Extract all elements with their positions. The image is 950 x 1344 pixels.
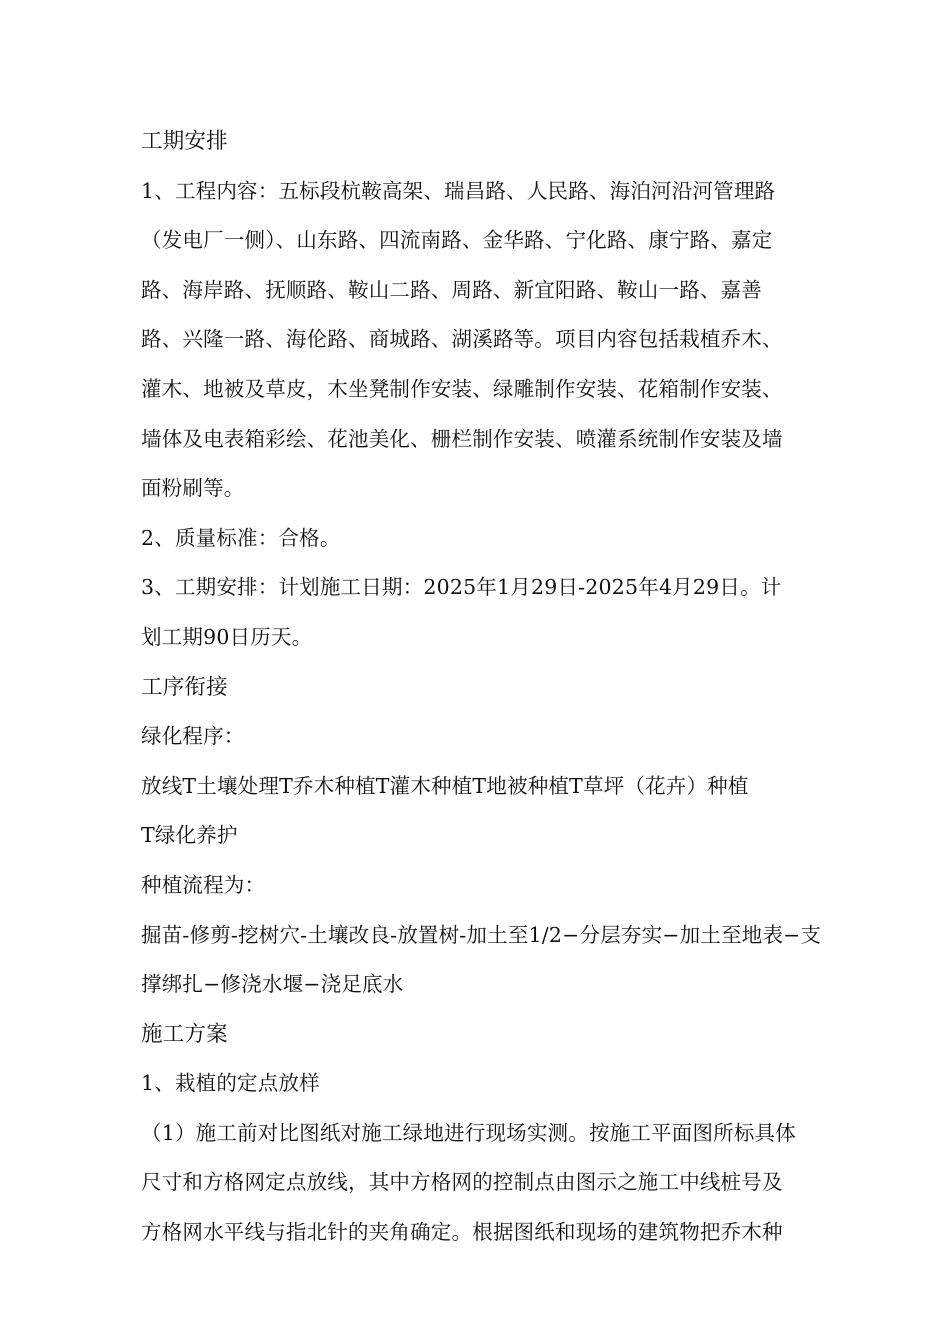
paragraph-staking-detail	[141, 1109, 821, 1258]
section-heading-plan: 施工方案	[141, 1021, 228, 1047]
text-line: 尺寸和方格网定点放线，其中方格网的控制点由图示之施工中线桩号及	[141, 1170, 783, 1195]
paragraph-greening-procedure	[141, 762, 821, 861]
paragraph-quality-standard: 2、质量标准：合格。	[141, 525, 341, 550]
text-line: 面粉刷等。	[141, 476, 245, 501]
text-line: 放线T土壤处理T乔木种植T灌木种植T地被种植T草坪（花卉）种植	[141, 773, 749, 798]
text-line: 路、兴隆一路、海伦路、商城路、湖溪路等。项目内容包括栽植乔木、	[141, 327, 783, 352]
text-line: （1）施工前对比图纸对施工绿地进行现场实测。按施工平面图所标具体	[141, 1120, 796, 1145]
text-line: T绿化养护	[141, 823, 238, 848]
text-line: （发电厂一侧）、山东路、四流南路、金华路、宁化路、康宁路、嘉定	[141, 228, 773, 253]
text-line: 方格网水平线与指北针的夹角确定。根据图纸和现场的建筑物把乔木种	[141, 1220, 783, 1245]
section-heading-schedule: 工期安排	[141, 129, 228, 154]
plan-item-staking: 1、栽植的定点放样	[141, 1071, 320, 1096]
greening-procedure-label: 绿化程序：	[141, 724, 245, 749]
planting-process-label: 种植流程为：	[141, 872, 266, 897]
paragraph-project-content	[141, 167, 821, 514]
text-line: 3、工期安排：计划施工日期：2025年1月29日-2025年4月29日。计	[141, 575, 782, 600]
document-body	[141, 117, 821, 1258]
text-line: 撑绑扎−修浇水堰−浇足底水	[141, 972, 404, 997]
paragraph-schedule	[141, 563, 821, 662]
section-heading-sequence: 工序衔接	[141, 674, 228, 700]
text-line: 掘苗-修剪-挖树穴-土壤改良-放置树-加土至1/2−分层夯实−加土至地表−支	[141, 922, 822, 947]
text-line: 1、工程内容：五标段杭鞍高架、瑞昌路、人民路、海泊河沿河管理路	[141, 178, 776, 203]
paragraph-planting-process	[141, 911, 821, 1010]
text-line: 路、海岸路、抚顺路、鞍山二路、周路、新宜阳路、鞍山一路、嘉善	[141, 277, 762, 302]
text-line: 划工期90日历天。	[141, 624, 313, 649]
text-line: 墙体及电表箱彩绘、花池美化、栅栏制作安装、喷灌系统制作安装及墙	[141, 426, 783, 451]
text-line: 灌木、地被及草皮，木坐凳制作安装、绿雕制作安装、花箱制作安装、	[141, 376, 783, 401]
